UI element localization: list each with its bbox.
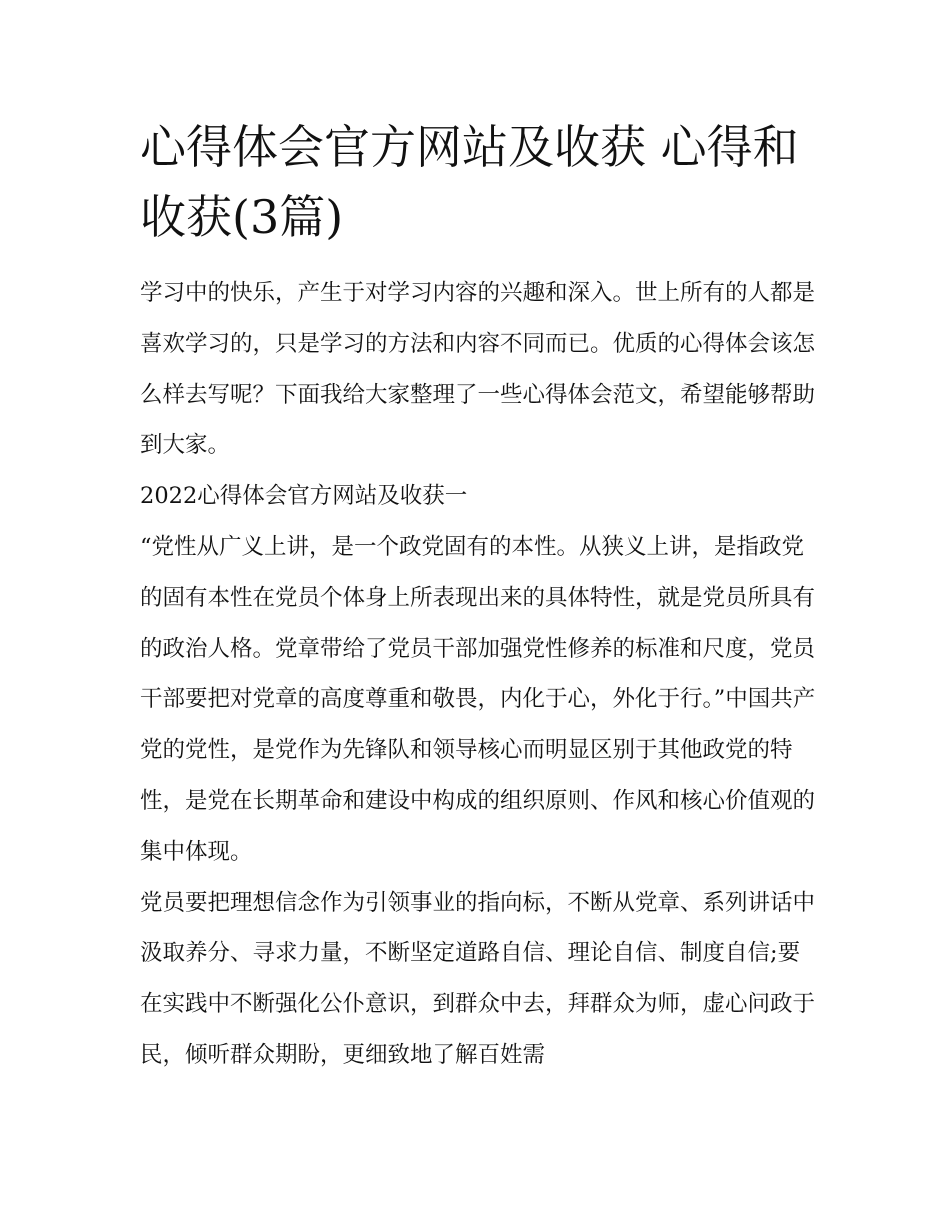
document-title: 心得体会官方网站及收获 心得和收获(3篇) [140,120,799,244]
body-paragraph: “党性从广义上讲，是一个政党固有的本性。从狭义上讲，是指政党的固有本性在党员个体身上所表现出来的具体特性，就是党员所具有的政治人格。党章带给了党员干部加强党性修养的标准和尺度，党员干部要把对党章的高度尊重和敬畏，内化于心，外化于行。”中国共产党的党性，是党作为先锋队和领导核心而明显区别于其他政党的特性，是党在长期革命和建设中构成的组织原则、作风和核心价值观的集中体现。 [140,533,816,865]
intro-paragraph: 学习中的快乐，产生于对学习内容的兴趣和深入。世上所有的人都是喜欢学习的，只是学习的方法和内容不同而已。优质的心得体会该怎么样去写呢？下面我给大家整理了一些心得体会范文，希望能够帮助到大家。 [140,280,816,459]
document-body [140,112,820,1081]
section-heading: 2022心得体会官方网站及收获一 [140,483,468,510]
body-paragraph: 党员要把理想信念作为引领事业的指向标，不断从党章、系列讲话中汲取养分、寻求力量，不断坚定道路自信、理论自信、制度自信;要在实践中不断强化公仆意识，到群众中去，拜群众为师，虚心问政于民，倾听群众期盼，更细致地了解百姓需 [140,889,816,1068]
